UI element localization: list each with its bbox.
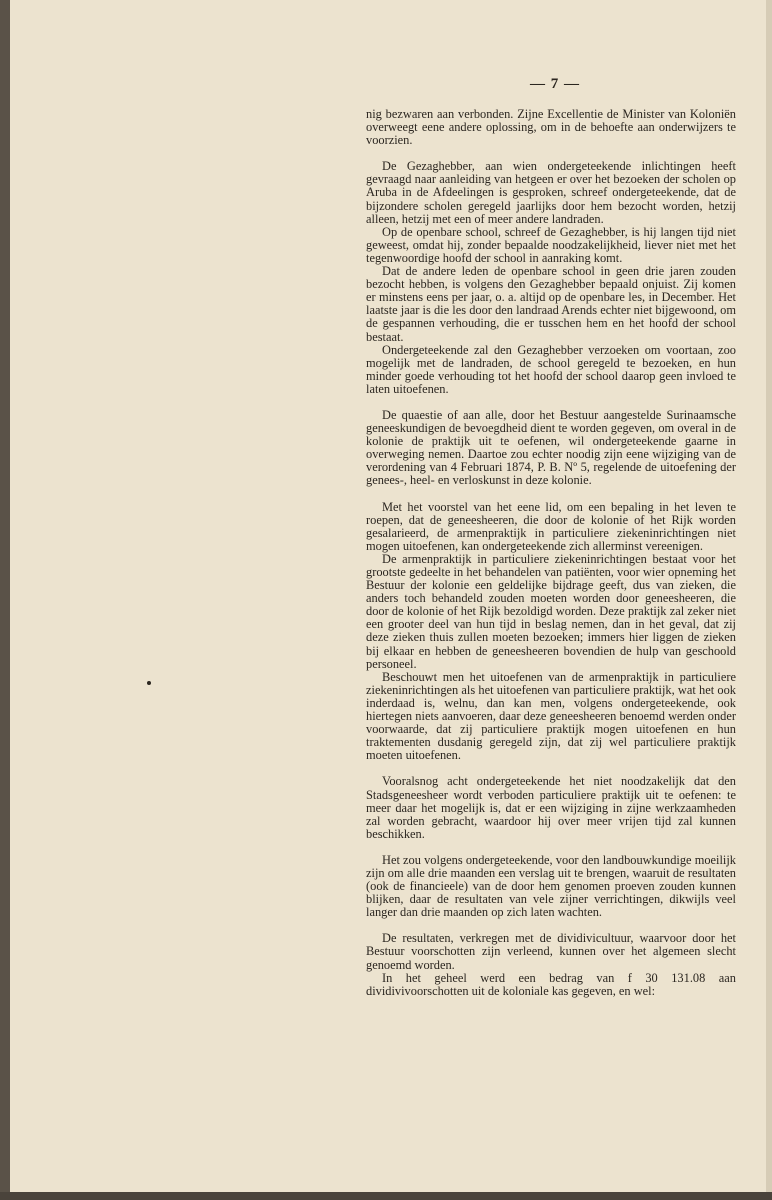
paragraph: Ondergeteekende zal den Gezaghebber verzoeken om voortaan, zoo mogelijk met de landraden, de school geregeld te bezoeken, en hun minder goede verhouding tot het hoofd der school daarop geen invloed te laten uitoefenen. [366,342,736,396]
paragraph: De armenpraktijk in particuliere ziekeninrichtingen bestaat voor het grootste gedeelte in het behandelen van patiënten, voor wier opneming het Bestuur der kolonie een geldelijke bijdrage geeft, dus van zieken, die anders toch behandeld zouden moeten worden door geneesheeren, die door de kolonie of het Rijk bezoldigd worden. Deze praktijk zal zeker niet een grooter deel van hun tijd in beslag nemen, dan in het geval, dat zij deze zieken thuis zullen moeten bezoeken; immers hier liggen de zieken bij elkaar en hebben de geneesheeren bovendien de hulp van geschoold personeel. [366,551,736,671]
scan-bottom-edge [0,1192,772,1200]
paragraph: Op de openbare school, schreef de Gezaghebber, is hij langen tijd niet geweest, omdat hij, zonder bepaalde noodzakelijkheid, liever niet met het tegenwoordige hoofd der school in aanraking komt. [366,224,736,265]
paragraph: Vooralsnog acht ondergeteekende het niet noodzakelijk dat den Stadsgeneesheer wordt verboden particuliere praktijk uit te oefenen: te meer daar het mogelijk is, dat er een wijziging in zijne werkzaamheden zal worden gebracht, waardoor hij over meer vrijen tijd zal kunnen beschikken. [366,774,736,841]
paragraph: Het zou volgens ondergeteekende, voor den landbouwkundige moeilijk zijn om alle drie maanden een verslag uit te brengen, waaruit de resultaten (ook de financieele) van de door hem genomen proeven zouden kunnen blijken, daar de resultaten van vele zijner verrichtingen, dikwijls veel langer dan drie maanden op zich laten wachten. [366,852,736,920]
page-number: — 7 — [530,76,580,92]
paragraph: Met het voorstel van het eene lid, om een bepaling in het leven te roepen, dat de geneesheeren, die door de kolonie of het Rijk worden gesalarieerd, de armenpraktijk in particuliere ziekeninrichtingen niet mogen uitoefenen, kan ondergeteekende zich allerminst vereenigen. [366,499,736,553]
scan-right-edge [766,0,772,1200]
paragraph: De resultaten, verkregen met de dividivicultuur, waarvoor door het Bestuur voorschotten zijn verleend, kunnen over het algemeen slecht genoemd worden. [366,931,736,972]
paragraph: De Gezaghebber, aan wien ondergeteekende inlichtingen heeft gevraagd naar aanleiding van hetgeen er over het bezoeken der scholen op Aruba in de Afdeelingen is gesproken, schreef ondergeteekende, dat de bijzondere scholen geregeld jaarlijks door hem bezocht worden, hetzij alleen, hetzij met een of meer andere landraden. [366,159,736,226]
body-text-column [366,108,736,998]
paragraph: In het geheel werd een bedrag van f 30 131.08 aan dividivivoorschotten uit de koloniale kas gegeven, en wel: [366,970,736,998]
scan-left-edge [0,0,10,1200]
paragraph: Beschouwt men het uitoefenen van de armenpraktijk in particuliere ziekeninrichtingen als het uitoefenen van particuliere praktijk, wat het ook inderdaad is, welnu, dan kan men, volgens ondergeteekende, ook hiertegen niets aanvoeren, daar deze geneesheeren benoemd werden onder voorwaarde, dat zij particuliere praktijk mogen uitoefenen en hun traktementen dusdanig geregeld zijn, dat zij wel particuliere praktijk moeten uitoefenen. [366,669,736,763]
paragraph: nig bezwaren aan verbonden. Zijne Excellentie de Minister van Koloniën overweegt eene andere oplossing, om in de behoefte aan onderwijzers te voorzien. [366,107,736,148]
paragraph: Dat de andere leden de openbare school in geen drie jaren zouden bezocht hebben, is volgens den Gezaghebber bepaald onjuist. Zij komen er minstens eens per jaar, o. a. altijd op de openbare les, in December. Het laatste jaar is die les door den landraad Arends echter niet bijgewoond, om de gespannen verhouding, die er tusschen hem en het hoofd der school bestaat. [366,264,736,344]
paragraph: De quaestie of aan alle, door het Bestuur aangestelde Surinaamsche geneeskundigen de bevoegdheid dient te worden gegeven, om overal in de kolonie de praktijk uit te oefenen, wil ondergeteekende gaarne in overweging nemen. Daartoe zou echter noodig zijn eene wijziging van de verordening van 4 Februari 1874, P. B. Nº 5, regelende de uitoefening der genees-, heel- en verloskunst in deze kolonie. [366,407,736,488]
paper-speck [147,681,151,685]
